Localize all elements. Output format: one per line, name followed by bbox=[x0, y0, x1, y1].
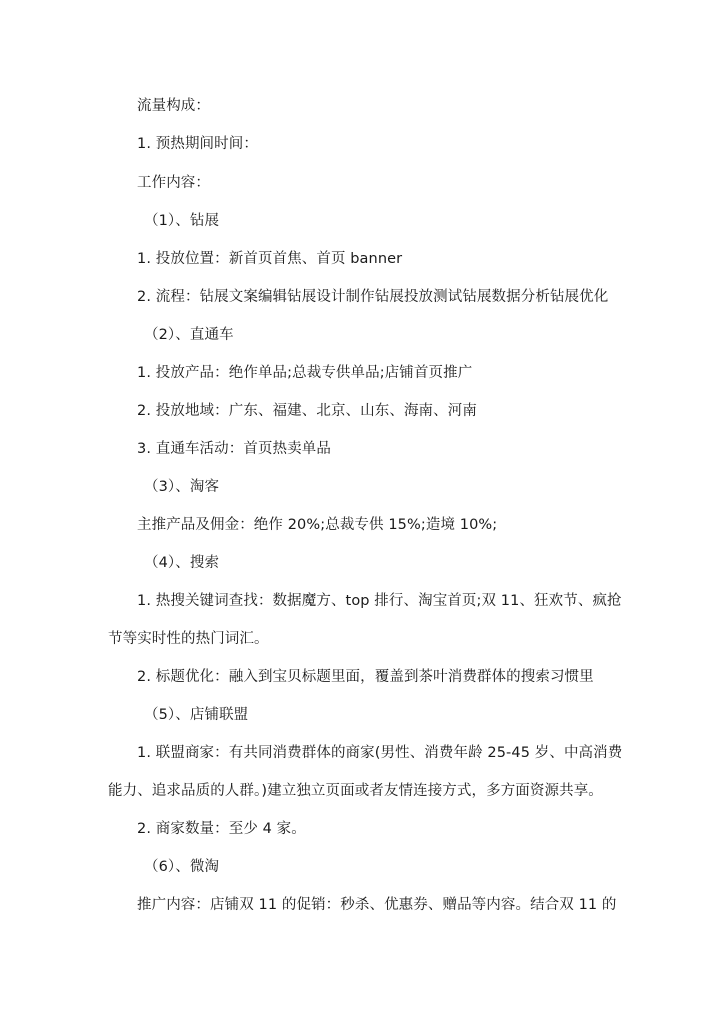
products-line: 1. 投放产品：绝作单品;总裁专供单品;店铺首页推广 bbox=[137, 365, 473, 381]
placement-line: 1. 投放位置：新首页首焦、首页 banner bbox=[137, 251, 403, 267]
section-3-heading: （3）、淘客 bbox=[144, 479, 220, 495]
work-content-heading: 工作内容： bbox=[137, 175, 210, 191]
alliance-line-cont: 能力、追求品质的人群。)建立独立页面或者友情连接方式，多方面资源共享。 bbox=[108, 783, 603, 799]
regions-line: 2. 投放地域：广东、福建、北京、山东、海南、河南 bbox=[137, 403, 477, 419]
keyword-line-cont: 节等实时性的热门词汇。 bbox=[108, 631, 269, 647]
preheat-period-line: 1. 预热期间时间： bbox=[137, 136, 258, 152]
title-optimization-line: 2. 标题优化：融入到宝贝标题里面，覆盖到茶叶消费群体的搜索习惯里 bbox=[137, 669, 594, 685]
section-4-heading: （4）、搜索 bbox=[144, 555, 220, 571]
section-5-heading: （5）、店铺联盟 bbox=[144, 707, 249, 723]
section-2-heading: （2）、直通车 bbox=[144, 327, 234, 343]
process-line: 2. 流程：钻展文案编辑钻展设计制作钻展投放测试钻展数据分析钻展优化 bbox=[137, 289, 609, 305]
commission-line: 主推产品及佣金：绝作 20%;总裁专供 15%;造境 10%; bbox=[137, 517, 498, 533]
keyword-line: 1. 热搜关键词查找：数据魔方、top 排行、淘宝首页;双 11、狂欢节、疯抢 bbox=[137, 593, 622, 609]
section-6-heading: （6）、微淘 bbox=[144, 859, 220, 875]
activity-line: 3. 直通车活动：首页热卖单品 bbox=[137, 441, 331, 457]
promotion-content-line: 推广内容：店铺双 11 的促销：秒杀、优惠券、赠品等内容。结合双 11 的 bbox=[137, 897, 617, 913]
alliance-line: 1. 联盟商家：有共同消费群体的商家(男性、消费年龄 25-45 岁、中高消费 bbox=[137, 745, 623, 761]
merchant-count-line: 2. 商家数量：至少 4 家。 bbox=[137, 821, 306, 837]
section-1-heading: （1）、钻展 bbox=[144, 213, 220, 229]
heading-traffic-composition: 流量构成： bbox=[137, 98, 210, 114]
